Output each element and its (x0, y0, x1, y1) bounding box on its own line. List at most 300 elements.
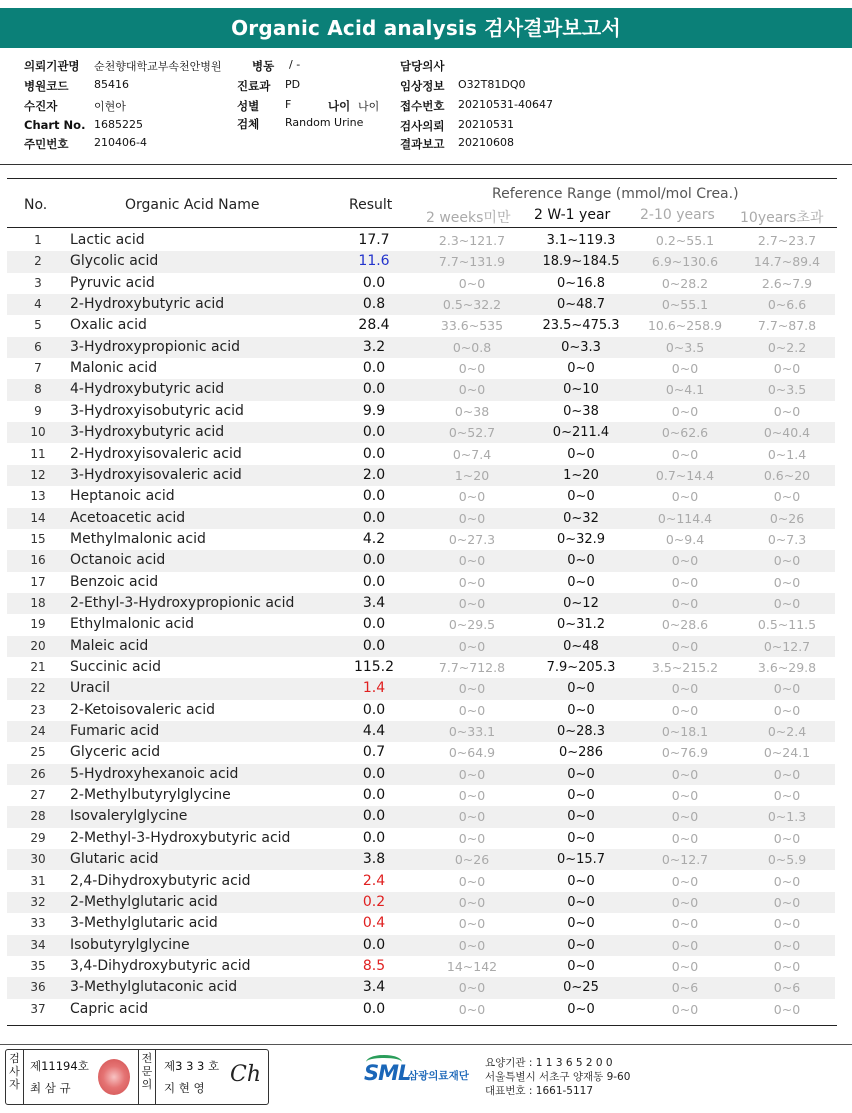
range-2w-1y: 0~0 (567, 830, 595, 846)
range-2weeks: 2.3~121.7 (438, 233, 506, 248)
sex-label: 성별 (237, 99, 260, 113)
range-10y: 0~0 (773, 830, 801, 846)
header-range-2-10y: 2-10 years (640, 207, 715, 223)
range-2weeks: 0~26 (454, 852, 490, 868)
range-2w-1y: 0~0 (567, 873, 595, 889)
range-2weeks: 0~0 (458, 766, 486, 782)
result-value: 28.4 (358, 317, 390, 334)
result-value: 3.8 (362, 851, 386, 868)
chart-no-label: Chart No. (24, 118, 86, 132)
range-2w-1y: 0~0 (567, 1001, 595, 1017)
header-result: Result (349, 197, 393, 213)
range-2weeks: 7.7~712.8 (438, 660, 506, 675)
range-10y: 0~0 (773, 403, 801, 419)
range-2-10y: 0~0 (671, 702, 699, 718)
table-row (7, 636, 835, 657)
result-value: 2.4 (362, 872, 386, 889)
acid-name: 3-Hydroxyisovaleric acid (70, 466, 242, 483)
table-row (7, 550, 835, 571)
range-2w-1y: 0~211.4 (552, 425, 610, 441)
range-10y: 0~12.7 (763, 638, 811, 654)
result-value: 0.0 (362, 274, 386, 291)
range-10y: 0~0 (773, 1001, 801, 1017)
range-2-10y: 0~0 (671, 574, 699, 590)
sml-logo (364, 1055, 494, 1095)
table-bottom-rule (7, 1025, 837, 1026)
row-number: 14 (30, 510, 46, 525)
hospital-code-value: 85416 (94, 78, 129, 91)
dept-label: 진료과 (237, 79, 271, 93)
range-2w-1y: 3.1~119.3 (546, 233, 616, 248)
table-row (7, 956, 835, 977)
range-2weeks: 0~0 (458, 489, 486, 505)
range-2w-1y: 0~0 (567, 937, 595, 953)
specialist-signature: Ch (230, 1062, 262, 1087)
range-2w-1y: 1~20 (563, 467, 599, 483)
acid-name: 4-Hydroxybutyric acid (70, 381, 225, 398)
table-row (7, 251, 835, 272)
row-number: 23 (30, 702, 46, 717)
range-2-10y: 0~0 (671, 916, 699, 932)
range-2w-1y: 0~0 (567, 681, 595, 697)
header-range-10y: 10years초과 (740, 210, 824, 226)
result-value: 0.4 (362, 915, 386, 932)
patient-info-section (0, 50, 852, 162)
report-title: Organic Acid analysis 검사결과보고서 (0, 8, 852, 48)
range-2weeks: 0~33.1 (448, 724, 496, 740)
hospital-code-label: 병원코드 (24, 79, 69, 93)
acid-name: 2-Methylglutaric acid (70, 893, 218, 910)
rrn-label: 주민번호 (24, 137, 69, 151)
row-number: 10 (30, 425, 46, 440)
row-number: 4 (34, 297, 42, 312)
footer-divider (0, 1044, 852, 1045)
result-value: 3.2 (362, 338, 386, 355)
range-2weeks: 1~20 (454, 467, 490, 483)
examiner-role-label: 검사자 (6, 1050, 24, 1104)
range-2-10y: 0~0 (671, 681, 699, 697)
row-number: 8 (34, 382, 42, 397)
range-10y: 0~26 (769, 510, 805, 526)
section-divider (0, 164, 852, 165)
result-value: 0.0 (362, 829, 386, 846)
acid-name: Pyruvic acid (70, 274, 155, 291)
acid-name: 2-Hydroxybutyric acid (70, 296, 225, 313)
range-2-10y: 0~12.7 (661, 852, 709, 868)
age-label: 나이 (328, 99, 351, 113)
acid-name: Glyceric acid (70, 744, 161, 761)
range-2-10y: 0~0 (671, 595, 699, 611)
range-2w-1y: 0~32 (563, 510, 599, 526)
range-2weeks: 0~0 (458, 510, 486, 526)
table-row (7, 315, 835, 336)
range-2weeks: 0.5~32.2 (442, 297, 502, 313)
range-2-10y: 0~3.5 (665, 339, 705, 355)
result-value: 0.0 (362, 787, 386, 804)
result-value: 0.0 (362, 765, 386, 782)
result-value: 0.0 (362, 509, 386, 526)
acid-name: Oxalic acid (70, 317, 147, 334)
range-2weeks: 0~0 (458, 830, 486, 846)
rrn-value: 210406-4 (94, 136, 147, 149)
range-2w-1y: 0~0 (567, 766, 595, 782)
examiner-license: 제11194호 (30, 1059, 89, 1073)
range-2weeks: 0~0 (458, 980, 486, 996)
ward-value: / - (289, 58, 301, 71)
acid-name: Ethylmalonic acid (70, 616, 195, 633)
result-value: 3.4 (362, 979, 386, 996)
table-row (7, 230, 835, 251)
table-row (7, 401, 835, 422)
result-value: 4.4 (362, 723, 386, 740)
range-2w-1y: 0~0 (567, 894, 595, 910)
acid-name: Uracil (70, 680, 111, 697)
range-2-10y: 0~55.1 (661, 297, 709, 313)
patient-value: 이현아 (94, 100, 126, 113)
range-2-10y: 0~0 (671, 894, 699, 910)
table-row (7, 828, 835, 849)
acid-name: Isovalerylglycine (70, 808, 188, 825)
range-2w-1y: 0~0 (567, 809, 595, 825)
range-2w-1y: 0~15.7 (556, 852, 606, 868)
range-2w-1y: 0~32.9 (556, 531, 606, 547)
institution-label: 의뢰기관명 (24, 59, 80, 73)
acid-name: Glycolic acid (70, 253, 159, 270)
lab-address: 서울특별시 서초구 양재동 9-60 (485, 1071, 631, 1083)
range-2-10y: 3.5~215.2 (651, 660, 719, 675)
table-row (7, 486, 835, 507)
table-row (7, 700, 835, 721)
range-10y: 0~2.2 (767, 339, 807, 355)
range-2weeks: 33.6~535 (440, 318, 504, 334)
row-number: 16 (30, 553, 46, 568)
range-2w-1y: 0~38 (563, 403, 599, 419)
range-2weeks: 0~0 (458, 574, 486, 590)
lab-code: 요양기관 : 1 1 3 6 5 2 0 0 (485, 1057, 613, 1069)
result-value: 0.0 (362, 445, 386, 462)
range-2weeks: 0~64.9 (448, 745, 496, 761)
examiner-seal-stamp (98, 1059, 130, 1095)
row-number: 35 (30, 958, 46, 973)
specialist-license: 제3 3 3 호 (164, 1059, 220, 1073)
range-2w-1y: 0~48 (563, 638, 599, 654)
request-label: 검사의뢰 (400, 119, 445, 133)
range-2-10y: 0~0 (671, 403, 699, 419)
patient-label: 수진자 (24, 99, 58, 113)
range-2w-1y: 0~0 (567, 958, 595, 974)
range-2-10y: 0~0 (671, 873, 699, 889)
row-number: 1 (34, 233, 42, 247)
request-value: 20210531 (458, 118, 514, 131)
range-2weeks: 0~0 (458, 361, 486, 377)
row-number: 29 (30, 830, 46, 845)
range-2weeks: 0~0 (458, 275, 486, 291)
result-value: 3.4 (362, 594, 386, 611)
row-number: 2 (34, 254, 42, 269)
range-10y: 0~0 (773, 894, 801, 910)
table-row (7, 294, 835, 315)
range-2w-1y: 0~16.8 (556, 275, 606, 291)
range-2weeks: 0~0 (458, 638, 486, 654)
range-2-10y: 0~76.9 (661, 745, 709, 761)
report-date-value: 20210608 (458, 136, 514, 149)
table-row (7, 529, 835, 550)
range-10y: 0~0 (773, 574, 801, 590)
header-name: Organic Acid Name (125, 197, 260, 213)
header-reference: Reference Range (mmol/mol Crea.) (492, 186, 739, 202)
result-value: 0.0 (362, 424, 386, 441)
range-2-10y: 0~18.1 (661, 724, 709, 740)
result-value: 115.2 (353, 659, 395, 675)
result-value: 17.7 (358, 232, 390, 248)
range-2weeks: 0~0 (458, 916, 486, 932)
specimen-label: 검체 (237, 117, 260, 131)
range-2w-1y: 0~10 (563, 382, 599, 398)
range-2weeks: 0~0 (458, 894, 486, 910)
table-row (7, 913, 835, 934)
result-value: 9.9 (362, 402, 386, 419)
range-10y: 0~0 (773, 958, 801, 974)
table-row (7, 444, 835, 465)
range-10y: 0~1.3 (767, 809, 807, 825)
table-row (7, 785, 835, 806)
result-value: 4.2 (362, 530, 386, 547)
acid-name: 3-Hydroxyisobutyric acid (70, 402, 244, 419)
table-row (7, 422, 835, 443)
range-2w-1y: 18.9~184.5 (542, 254, 620, 270)
range-2-10y: 0~0 (671, 638, 699, 654)
examiner-name: 최 삼 규 (30, 1081, 71, 1095)
acid-name: 5-Hydroxyhexanoic acid (70, 765, 239, 782)
table-row (7, 593, 835, 614)
acid-name: 2,4-Dihydroxybutyric acid (70, 872, 251, 889)
ward-label: 병동 (252, 59, 275, 73)
table-row (7, 508, 835, 529)
range-10y: 7.7~87.8 (757, 318, 817, 334)
range-10y: 0~1.4 (767, 446, 807, 462)
range-2-10y: 0~28.2 (661, 275, 709, 291)
range-2weeks: 0~0 (458, 382, 486, 398)
range-2weeks: 7.7~131.9 (438, 254, 506, 270)
lab-address-block (485, 1056, 630, 1098)
range-2weeks: 14~142 (446, 958, 498, 974)
range-10y: 0~0 (773, 702, 801, 718)
range-2-10y: 0~0 (671, 553, 699, 569)
header-no: No. (24, 197, 48, 213)
row-number: 33 (30, 916, 46, 931)
range-2-10y: 0~4.1 (665, 382, 705, 398)
acid-name: Acetoacetic acid (70, 509, 186, 526)
range-2-10y: 0.7~14.4 (655, 467, 715, 483)
range-10y: 0~6.6 (767, 297, 807, 313)
acid-name: Glutaric acid (70, 851, 159, 868)
range-10y: 0~2.4 (767, 724, 807, 740)
range-2-10y: 0~6 (671, 980, 699, 996)
range-2weeks: 0~0 (458, 702, 486, 718)
row-number: 28 (30, 809, 46, 824)
range-2weeks: 0~0 (458, 809, 486, 825)
logo-name: 삼광의료재단 (408, 1070, 469, 1082)
row-number: 24 (30, 724, 46, 739)
acid-name: Heptanoic acid (70, 488, 175, 505)
row-number: 19 (30, 617, 46, 632)
range-2w-1y: 23.5~475.3 (542, 318, 620, 334)
table-row (7, 572, 835, 593)
result-value: 0.0 (362, 701, 386, 718)
range-10y: 0~7.3 (767, 531, 807, 547)
header-bottom-rule (7, 227, 837, 228)
table-row (7, 977, 835, 998)
specimen-value: Random Urine (285, 116, 364, 129)
range-10y: 0.5~11.5 (757, 617, 817, 633)
table-row (7, 273, 835, 294)
result-value: 0.2 (362, 893, 386, 910)
result-value: 0.8 (362, 296, 386, 313)
table-row (7, 657, 835, 678)
range-10y: 3.6~29.8 (757, 660, 817, 675)
acid-name: Isobutyrylglycine (70, 936, 190, 953)
row-number: 12 (30, 467, 46, 482)
row-number: 3 (34, 275, 42, 290)
range-10y: 0~3.5 (767, 382, 807, 398)
range-2weeks: 0~0 (458, 788, 486, 804)
row-number: 15 (30, 531, 46, 546)
row-number: 26 (30, 766, 46, 781)
row-number: 34 (30, 937, 46, 952)
row-number: 32 (30, 894, 46, 909)
row-number: 31 (30, 873, 46, 888)
specialist-name: 지 현 영 (164, 1081, 205, 1095)
range-2w-1y: 0~48.7 (556, 297, 606, 313)
range-10y: 0~0 (773, 489, 801, 505)
range-2weeks: 0~0 (458, 873, 486, 889)
table-row (7, 337, 835, 358)
range-2w-1y: 0~0 (567, 574, 595, 590)
range-2weeks: 0~29.5 (448, 617, 496, 633)
range-10y: 0~0 (773, 361, 801, 377)
institution-value: 순천향대학교부속천안병원 (94, 60, 222, 73)
table-row (7, 935, 835, 956)
range-10y: 0~24.1 (763, 745, 811, 761)
acid-name: 3,4-Dihydroxybutyric acid (70, 957, 251, 974)
range-10y: 0~0 (773, 937, 801, 953)
range-2w-1y: 0~0 (567, 361, 595, 377)
range-10y: 0~5.9 (767, 852, 807, 868)
range-10y: 14.7~89.4 (753, 254, 821, 270)
range-2w-1y: 0~3.3 (561, 339, 601, 355)
acid-name: Succinic acid (70, 659, 162, 675)
doctor-label: 담당의사 (400, 59, 445, 73)
chart-no-value: 1685225 (94, 118, 143, 131)
range-2-10y: 0~9.4 (665, 531, 705, 547)
acid-name: 2-Methyl-3-Hydroxybutyric acid (70, 829, 291, 846)
row-number: 17 (30, 574, 46, 589)
range-10y: 2.7~23.7 (757, 233, 817, 248)
acid-name: 3-Hydroxypropionic acid (70, 338, 241, 355)
result-value: 8.5 (362, 957, 386, 974)
range-2weeks: 0~0 (458, 553, 486, 569)
range-2w-1y: 0~0 (567, 446, 595, 462)
range-2w-1y: 7.9~205.3 (546, 660, 616, 675)
range-2-10y: 0~0 (671, 809, 699, 825)
table-row (7, 358, 835, 379)
row-number: 30 (30, 852, 46, 867)
range-2weeks: 0~0.8 (452, 339, 492, 355)
acid-name: 2-Hydroxyisovaleric acid (70, 445, 242, 462)
table-top-rule (7, 178, 837, 179)
row-number: 6 (34, 339, 42, 354)
table-row (7, 871, 835, 892)
range-10y: 0~0 (773, 873, 801, 889)
row-number: 20 (30, 638, 46, 653)
row-number: 11 (30, 446, 46, 461)
row-number: 5 (34, 318, 42, 333)
range-2w-1y: 0~0 (567, 702, 595, 718)
result-value: 11.6 (358, 253, 390, 270)
acid-name: Fumaric acid (70, 723, 160, 740)
range-2-10y: 0~0 (671, 788, 699, 804)
acid-name: Capric acid (70, 1000, 149, 1017)
range-2weeks: 0~27.3 (448, 531, 496, 547)
result-value: 0.0 (362, 936, 386, 953)
range-2-10y: 0~28.6 (661, 617, 709, 633)
range-2-10y: 0~0 (671, 830, 699, 846)
range-10y: 0~6 (773, 980, 801, 996)
specialist-role-label: 전문의 (138, 1050, 156, 1104)
table-row (7, 678, 835, 699)
acid-name: Octanoic acid (70, 552, 166, 569)
range-2-10y: 0~62.6 (661, 425, 709, 441)
header-range-2w-1y: 2 W-1 year (534, 207, 611, 223)
range-2w-1y: 0~31.2 (556, 617, 606, 633)
table-row (7, 892, 835, 913)
table-row (7, 764, 835, 785)
header-range-2weeks: 2 weeks미만 (426, 210, 511, 226)
acid-name: 2-Ketoisovaleric acid (70, 701, 216, 718)
row-number: 27 (30, 788, 46, 803)
signature-box (5, 1049, 269, 1105)
clinical-value: O32T81DQ0 (458, 78, 526, 91)
table-row (7, 999, 835, 1020)
result-value: 1.4 (362, 680, 386, 697)
range-2weeks: 0~0 (458, 937, 486, 953)
receipt-label: 접수번호 (400, 99, 445, 113)
table-row (7, 614, 835, 635)
lab-phone: 대표번호 : 1661-5117 (485, 1085, 594, 1097)
range-2w-1y: 0~0 (567, 553, 595, 569)
range-10y: 0.6~20 (763, 467, 811, 483)
range-2weeks: 0~0 (458, 681, 486, 697)
range-2w-1y: 0~28.3 (556, 724, 606, 740)
range-10y: 0~0 (773, 595, 801, 611)
row-number: 37 (30, 1001, 46, 1016)
range-2weeks: 0~38 (454, 403, 490, 419)
result-value: 0.7 (362, 744, 386, 761)
table-row (7, 806, 835, 827)
range-10y: 0~0 (773, 681, 801, 697)
clinical-label: 임상정보 (400, 79, 445, 93)
acid-name: Methylmalonic acid (70, 530, 206, 547)
result-value: 0.0 (362, 1000, 386, 1017)
acid-name: Benzoic acid (70, 573, 159, 590)
result-value: 2.0 (362, 466, 386, 483)
table-row (7, 849, 835, 870)
range-10y: 0~0 (773, 553, 801, 569)
row-number: 7 (34, 361, 42, 376)
range-2-10y: 0~0 (671, 489, 699, 505)
range-2weeks: 0~0 (458, 595, 486, 611)
range-2-10y: 6.9~130.6 (651, 254, 719, 270)
